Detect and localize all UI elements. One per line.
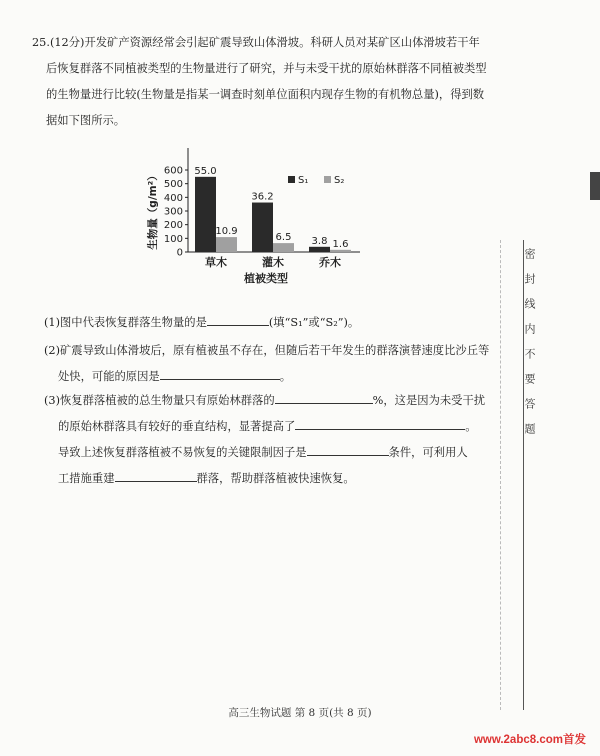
bar-value-label: 36.2 [251, 191, 274, 203]
y-tick-label: 500 [163, 179, 183, 191]
y-tick-label: 100 [163, 233, 183, 245]
sub-question-3 [44, 388, 499, 492]
answer-blank-3[interactable] [275, 391, 373, 404]
answer-blank-5[interactable] [307, 443, 389, 456]
y-tick-label: 300 [163, 206, 183, 218]
page-footer: 高三生物试题 第 8 页(共 8 页) [228, 707, 372, 719]
sub3-text: %，这是因为未受干扰 [372, 394, 486, 407]
sub3-text: 的原始林群落具有较好的垂直结构，显著提高了 [58, 420, 296, 433]
sub3-text: 。 [465, 420, 477, 433]
sub-question-1 [44, 310, 499, 336]
site-watermark: www.2abc8.com首发 [473, 734, 586, 746]
question-stem [32, 30, 502, 134]
question-intro-line: 据如下图所示。 [46, 114, 126, 127]
y-tick-label: 600 [163, 165, 183, 177]
sub3-text: (3)恢复群落植被的总生物量只有原始林群落的 [44, 394, 275, 407]
sub3-text: 工措施重建 [58, 472, 115, 485]
bar-s2 [216, 237, 237, 252]
sub3-text: 导致上述恢复群落植被不易恢复的关键限制因子是 [58, 446, 307, 459]
bar-value-label: 55.0 [194, 165, 217, 177]
answer-blank-2[interactable] [160, 367, 280, 380]
bar-value-label: 6.5 [275, 232, 292, 244]
sub1-text-b: (填“S₁”或“S₂”)。 [268, 316, 360, 329]
y-tick-label: 200 [163, 220, 183, 232]
x-axis-title: 植被类型 [244, 272, 288, 285]
y-tick-label: 400 [163, 192, 183, 204]
category-label: 灌木 [262, 256, 284, 269]
category-label: 乔木 [319, 256, 341, 269]
bar-value-label: 1.6 [332, 238, 349, 250]
sub3-text: 条件，可利用人 [388, 446, 468, 459]
bar-s1 [252, 203, 273, 252]
bar-s2 [273, 243, 294, 252]
bar-s2 [330, 250, 351, 252]
answer-blank-1[interactable] [207, 313, 269, 326]
answer-blank-4[interactable] [295, 417, 465, 430]
sub2-text-a: 处快，可能的原因是 [58, 370, 160, 383]
legend-swatch [288, 176, 295, 183]
sub2-line1: (2)矿震导致山体滑坡后，原有植被虽不存在，但随后若干年发生的群落演替速度比沙丘等 [44, 344, 490, 357]
sub3-text: 群落，帮助群落植被快速恢复。 [196, 472, 355, 485]
answer-blank-6[interactable] [115, 469, 197, 482]
legend-label: S₁ [298, 175, 309, 186]
bar-s1 [195, 177, 216, 252]
legend-label: S₂ [334, 175, 345, 186]
sub1-text-a: (1)图中代表恢复群落生物量的是 [44, 316, 207, 329]
seal-line-notice: 密封线内不要答题 [523, 248, 536, 448]
question-intro-line: 后恢复群落不同植被类型的生物量进行了研究，并与未受干扰的原始林群落不同植被类型 [46, 62, 487, 75]
bar-value-label: 3.8 [311, 235, 328, 247]
y-tick-label: 0 [176, 247, 183, 259]
question-intro-line: 的生物量进行比较(生物量是指某一调查时刻单位面积内现存生物的有机物总量)，得到数 [46, 88, 485, 101]
category-label: 草木 [205, 256, 227, 269]
dashed-divider [500, 240, 501, 710]
page-edge-tab [590, 172, 600, 200]
bar-s1 [309, 247, 330, 252]
question-intro-line: 25.(12分)开发矿产资源经常会引起矿震导致山体滑坡。科研人员对某矿区山体滑坡若干年 [32, 36, 480, 49]
y-axis-title: 生物量（g/m²） [147, 170, 159, 250]
legend-swatch [324, 176, 331, 183]
sub2-text-b: 。 [279, 370, 291, 383]
sub-question-2 [44, 338, 499, 390]
bar-value-label: 10.9 [215, 226, 238, 238]
biomass-bar-chart [140, 140, 380, 300]
